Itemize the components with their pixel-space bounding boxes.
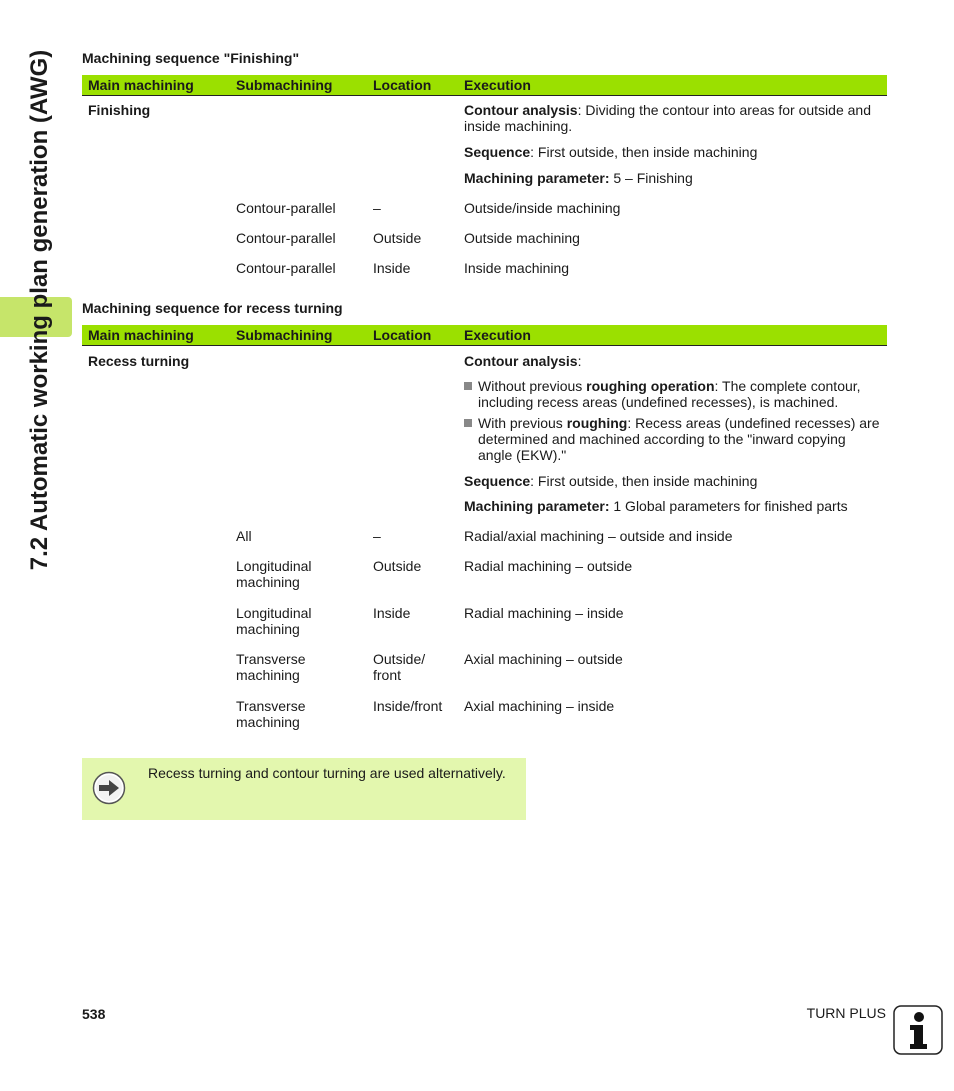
execution-cell: Radial/axial machining – outside and inside — [464, 528, 733, 544]
submachining-cell: Contour-parallel — [236, 260, 336, 276]
bullet-square-icon — [464, 419, 472, 427]
recess-turning-table — [82, 325, 887, 730]
table-row — [82, 252, 887, 276]
location-cell: Inside — [373, 260, 411, 276]
execution-description — [458, 346, 887, 521]
location-cell: – — [373, 200, 381, 216]
section-title-recess-turning: Machining sequence for recess turning — [82, 300, 343, 316]
table-row — [82, 520, 887, 550]
table-header-row — [82, 325, 887, 346]
section-title-finishing: Machining sequence "Finishing" — [82, 50, 300, 66]
page-number: 538 — [82, 1006, 106, 1022]
table-row — [82, 346, 887, 521]
location-cell: Outside/ front — [373, 651, 426, 683]
submachining-cell: Contour-parallel — [236, 230, 336, 246]
table-header-row — [82, 75, 887, 96]
table-row — [82, 192, 887, 222]
submachining-cell: Transverse machining — [236, 651, 306, 683]
location-cell: Inside — [373, 605, 411, 621]
header-location: Location — [367, 325, 458, 346]
bullet-item: Without previous roughing operation: The complete contour, including recess areas (undefined recesses), is machined. — [464, 378, 881, 410]
sequence: Sequence: First outside, then inside machining — [464, 473, 758, 489]
execution-cell: Outside/inside machining — [464, 200, 621, 216]
note-box — [82, 758, 526, 820]
header-submachining: Submachining — [230, 75, 367, 96]
table-row — [82, 643, 887, 690]
location-cell: Outside — [373, 558, 422, 574]
bullet-square-icon — [464, 382, 472, 390]
submachining-cell: Transverse machining — [236, 698, 306, 730]
finishing-table — [82, 75, 887, 276]
header-location: Location — [367, 75, 458, 96]
main-machining-label: Recess turning — [88, 353, 190, 369]
execution-cell: Radial machining – inside — [464, 605, 624, 621]
execution-cell: Axial machining – inside — [464, 698, 615, 714]
submachining-cell: Contour-parallel — [236, 200, 336, 216]
header-main-machining: Main machining — [82, 75, 230, 96]
header-execution: Execution — [458, 325, 887, 346]
machining-parameter: Machining parameter: 1 Global parameters for finished parts — [464, 498, 848, 514]
submachining-cell: Longitudinal machining — [236, 558, 312, 590]
location-cell: – — [373, 528, 381, 544]
submachining-cell: Longitudinal machining — [236, 605, 312, 637]
execution-description — [458, 96, 887, 193]
execution-cell: Outside machining — [464, 230, 580, 246]
table-row — [82, 597, 887, 643]
note-text: Recess turning and contour turning are used alternatively. — [148, 765, 506, 781]
main-machining-label: Finishing — [88, 102, 151, 118]
arrow-right-icon — [92, 771, 126, 805]
sequence: Sequence: First outside, then inside machining — [464, 144, 758, 160]
bullet-item: With previous roughing: Recess areas (undefined recesses) are determined and machined according to the "inward copying angle (EKW)." — [464, 415, 881, 463]
execution-cell: Axial machining – outside — [464, 651, 623, 667]
location-cell: Outside — [373, 230, 422, 246]
header-execution: Execution — [458, 75, 887, 96]
chapter-title: 7.2 Automatic working plan generation (AWG) — [26, 49, 53, 571]
machining-parameter: Machining parameter: 5 – Finishing — [464, 170, 693, 186]
table-row — [82, 222, 887, 252]
execution-cell: Inside machining — [464, 260, 570, 276]
contour-analysis: Contour analysis: — [464, 353, 582, 369]
header-submachining: Submachining — [230, 325, 367, 346]
location-cell: Inside/front — [373, 698, 443, 714]
footer-title: TURN PLUS — [806, 1005, 886, 1021]
header-main-machining: Main machining — [82, 325, 230, 346]
table-row — [82, 690, 887, 730]
contour-analysis: Contour analysis: Dividing the contour into areas for outside and inside machining. — [464, 102, 871, 134]
submachining-cell: All — [236, 528, 252, 544]
execution-cell: Radial machining – outside — [464, 558, 633, 574]
table-row — [82, 550, 887, 597]
table-row — [82, 96, 887, 193]
info-icon — [893, 1005, 943, 1055]
